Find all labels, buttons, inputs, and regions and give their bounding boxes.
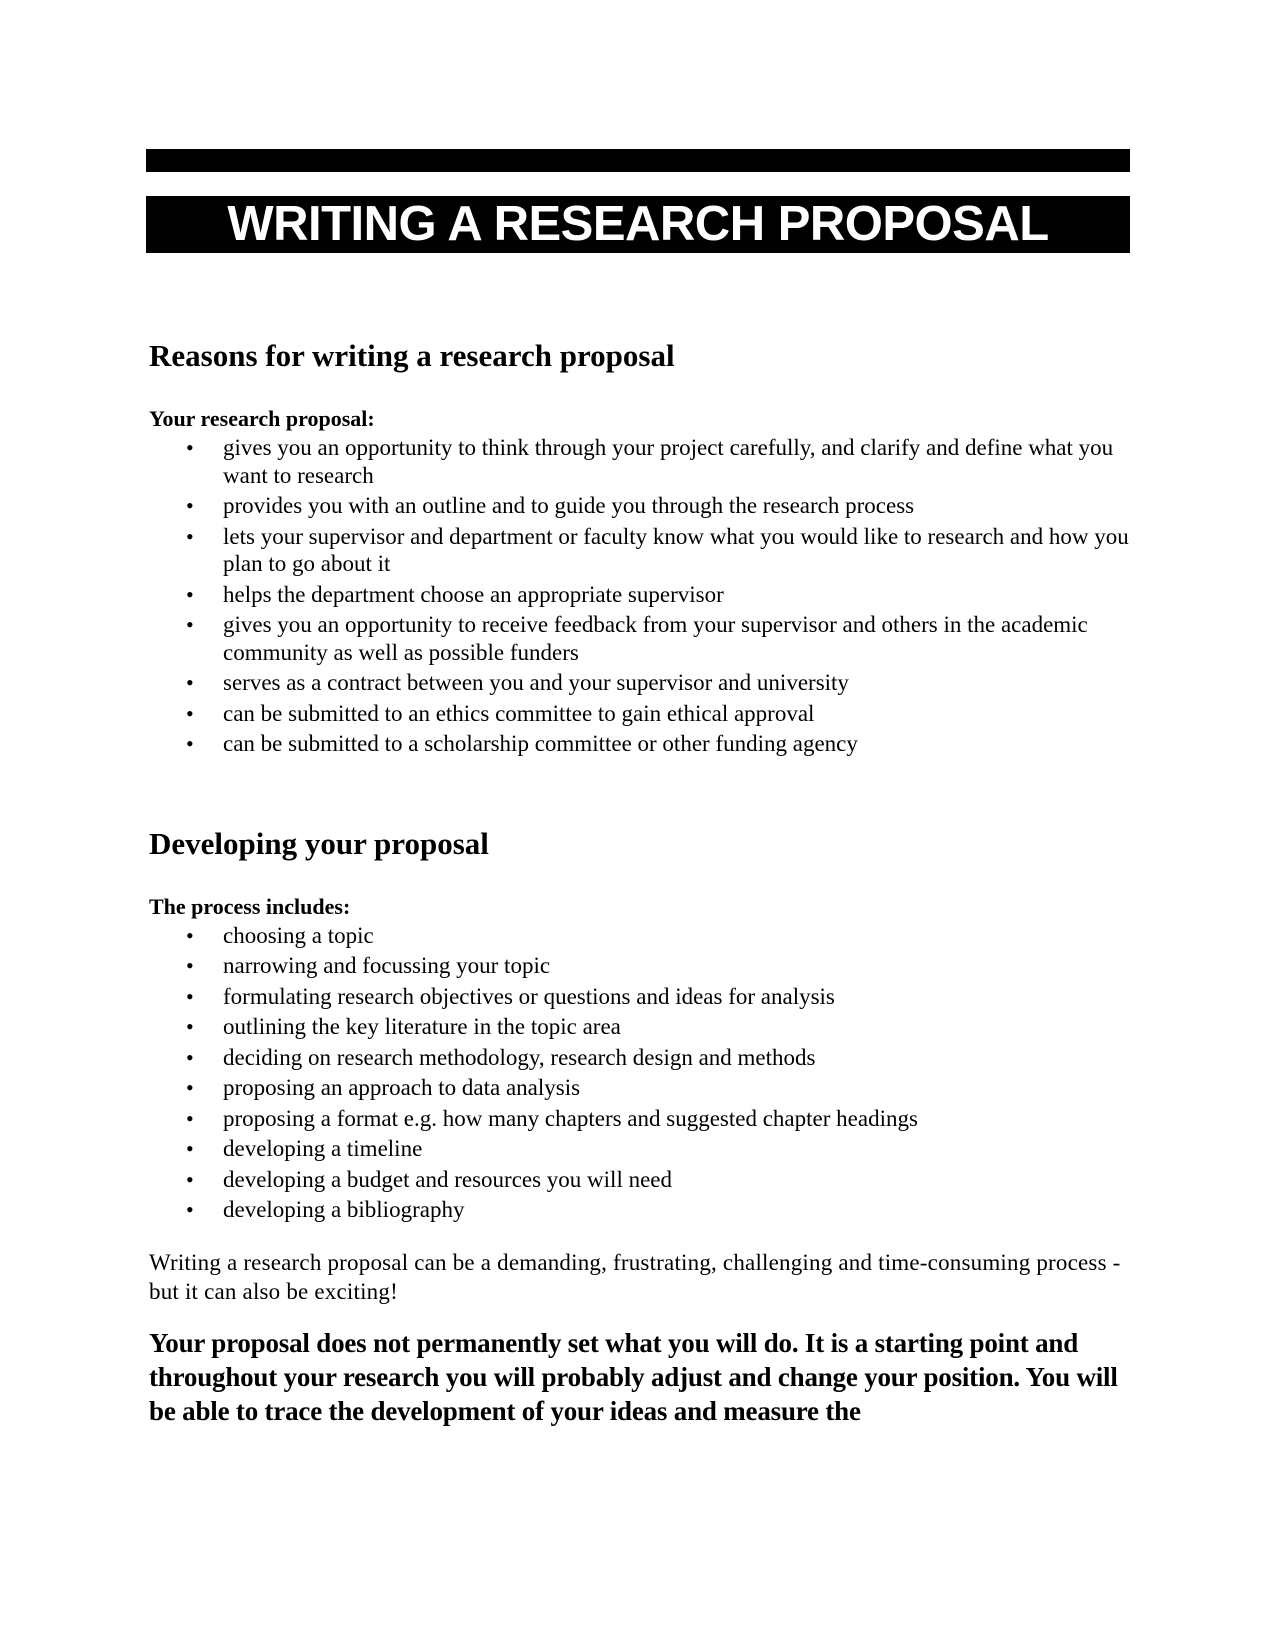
list-item-text: lets your supervisor and department or faculty know what you would like to research and how you plan to go about it <box>223 523 1129 576</box>
list-item-text: provides you with an outline and to guide you through the research process <box>223 493 915 518</box>
bullet-icon: • <box>186 1044 194 1070</box>
list-item <box>149 611 1129 666</box>
bullet-icon: • <box>186 1166 194 1192</box>
list-item <box>149 1013 1129 1041</box>
list-item <box>149 700 1129 728</box>
list-item <box>149 952 1129 980</box>
list-item <box>149 581 1129 609</box>
list-item-text: developing a timeline <box>223 1136 423 1161</box>
list-item <box>149 1044 1129 1072</box>
bullet-icon: • <box>186 983 194 1009</box>
bullet-icon: • <box>186 1136 194 1161</box>
bullet-icon: • <box>186 435 194 460</box>
subheading-process-includes: The process includes: <box>149 893 351 919</box>
subheading-your-research-proposal: Your research proposal: <box>149 406 375 431</box>
list-item-text: serves as a contract between you and your supervisor and university <box>223 670 849 695</box>
list-item-text: developing a budget and resources you will need <box>223 1166 673 1192</box>
top-rule <box>146 149 1130 172</box>
document-body <box>149 336 1129 1428</box>
list-item-text: deciding on research methodology, research design and methods <box>223 1044 816 1070</box>
list-item-text: developing a bibliography <box>223 1197 465 1222</box>
bullet-icon: • <box>186 493 194 518</box>
list-item-text: proposing a format e.g. how many chapters and suggested chapter headings <box>223 1105 918 1131</box>
emphasis-paragraph: Your proposal does not permanently set what you will do. It is a starting point and throughout your research you will probably adjust and change your position. You will be able to trace the development of your ideas and measure the <box>149 1327 1118 1426</box>
bullet-icon: • <box>186 953 194 978</box>
bullet-icon: • <box>186 1197 194 1222</box>
bullet-icon: • <box>186 1075 194 1100</box>
list-item <box>149 983 1129 1011</box>
section-heading-developing: Developing your proposal <box>149 825 489 861</box>
process-list <box>149 922 1129 1224</box>
list-item <box>149 1166 1129 1194</box>
list-item <box>149 922 1129 950</box>
section-developing <box>149 824 1129 1224</box>
list-item <box>149 1135 1129 1163</box>
closing-paragraph: Writing a research proposal can be a demanding, frustrating, challenging and time-consuming process - but it can also be exciting! <box>149 1249 1121 1304</box>
list-item-text: proposing an approach to data analysis <box>223 1075 581 1100</box>
list-item <box>149 1074 1129 1102</box>
list-item-text: can be submitted to a scholarship committee or other funding agency <box>223 731 858 756</box>
list-item-text: choosing a topic <box>223 922 374 948</box>
list-item-text: gives you an opportunity to think through your project carefully, and clarify and define what you want to research <box>223 435 1114 488</box>
list-item-text: can be submitted to an ethics committee to gain ethical approval <box>223 700 815 726</box>
list-item <box>149 492 1129 520</box>
section-heading-reasons: Reasons for writing a research proposal <box>149 338 675 373</box>
bullet-icon: • <box>186 700 194 726</box>
list-item-text: outlining the key literature in the topic area <box>223 1014 621 1039</box>
list-item <box>149 1196 1129 1224</box>
bullet-icon: • <box>186 523 194 549</box>
list-item-text: narrowing and focussing your topic <box>223 953 551 978</box>
list-item <box>149 523 1129 578</box>
bullet-icon: • <box>186 1105 194 1131</box>
list-item <box>149 1105 1129 1133</box>
bullet-icon: • <box>186 612 194 637</box>
bullet-icon: • <box>186 670 194 695</box>
bullet-icon: • <box>186 731 194 756</box>
bullet-icon: • <box>186 581 194 607</box>
list-item-text: gives you an opportunity to receive feedback from your supervisor and others in the academic community as well as possible funders <box>223 612 1088 665</box>
list-item-text: helps the department choose an appropriate supervisor <box>223 581 724 607</box>
list-item <box>149 730 1129 758</box>
list-item <box>149 434 1129 489</box>
list-item <box>149 669 1129 697</box>
document-title: WRITING A RESEARCH PROPOSAL <box>146 196 1130 253</box>
bullet-icon: • <box>186 1014 194 1039</box>
bullet-icon: • <box>186 922 194 948</box>
list-item-text: formulating research objectives or questions and ideas for analysis <box>223 983 835 1009</box>
reasons-list <box>149 434 1129 758</box>
